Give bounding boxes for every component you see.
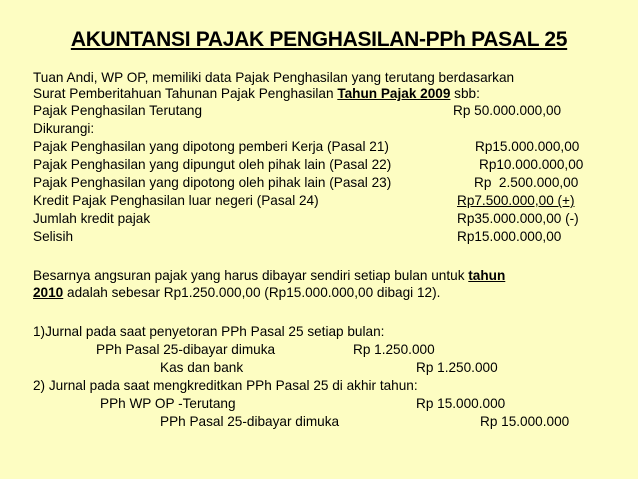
credit-amount: Rp 15.000.000	[480, 414, 570, 429]
intro-line-1: Tuan Andi, WP OP, memiliki data Pajak Penghasilan yang terutang berdasarkan	[33, 70, 515, 85]
row-amount: Rp15.000.000,00	[457, 229, 562, 244]
credit-label: PPh Pasal 25-dibayar dimuka	[160, 414, 340, 429]
row-label: Pajak Penghasilan yang dipotong oleh pihak lain (Pasal 23)	[33, 175, 392, 190]
credit-label: Kas dan bank	[160, 360, 244, 375]
row-label: Jumlah kredit pajak	[33, 211, 151, 226]
row-label: Dikurangi:	[33, 121, 95, 136]
page-title: AKUNTANSI PAJAK PENGHASILAN-PPh PASAL 25	[70, 28, 568, 51]
row-amount: Rp15.000.000,00	[475, 139, 580, 154]
debit-label: PPh Pasal 25-dibayar dimuka	[96, 342, 276, 357]
jurnal-heading: 2) Jurnal pada saat mengkreditkan PPh Pasal 25 di akhir tahun:	[33, 378, 418, 393]
row-amount: Rp 2.500.000,00	[474, 175, 579, 190]
row-label: Pajak Penghasilan yang dipotong pemberi Kerja (Pasal 21)	[33, 139, 389, 154]
credit-amount: Rp 1.250.000	[416, 360, 498, 375]
jurnal-heading: 1)Jurnal pada saat penyetoran PPh Pasal 25 setiap bulan:	[33, 324, 385, 339]
angsuran-line-2: 2010 adalah sebesar Rp1.250.000,00 (Rp15.000.000,00 dibagi 12).	[33, 285, 441, 300]
row-amount: Rp7.500.000,00 (+)	[457, 193, 575, 208]
row-label: Selisih	[33, 229, 74, 244]
row-label: Kredit Pajak Penghasilan luar negeri (Pasal 24)	[33, 193, 319, 208]
angsuran-line-1: Besarnya angsuran pajak yang harus dibayar sendiri setiap bulan untuk tahun	[33, 268, 506, 283]
row-amount: Rp35.000.000,00 (-)	[457, 211, 579, 226]
row-label: Pajak Penghasilan Terutang	[33, 103, 203, 118]
intro-line-2: Surat Pemberitahuan Tahunan Pajak Penghasilan Tahun Pajak 2009 sbb:	[33, 86, 480, 101]
row-amount: Rp 50.000.000,00	[453, 103, 562, 118]
debit-amount: Rp 1.250.000	[353, 342, 435, 357]
row-amount: Rp10.000.000,00	[479, 157, 584, 172]
row-label: Pajak Penghasilan yang dipungut oleh pihak lain (Pasal 22)	[33, 157, 392, 172]
debit-label: PPh WP OP -Terutang	[100, 396, 236, 411]
debit-amount: Rp 15.000.000	[416, 396, 506, 411]
tax-year-2009: Tahun Pajak 2009	[337, 86, 451, 101]
